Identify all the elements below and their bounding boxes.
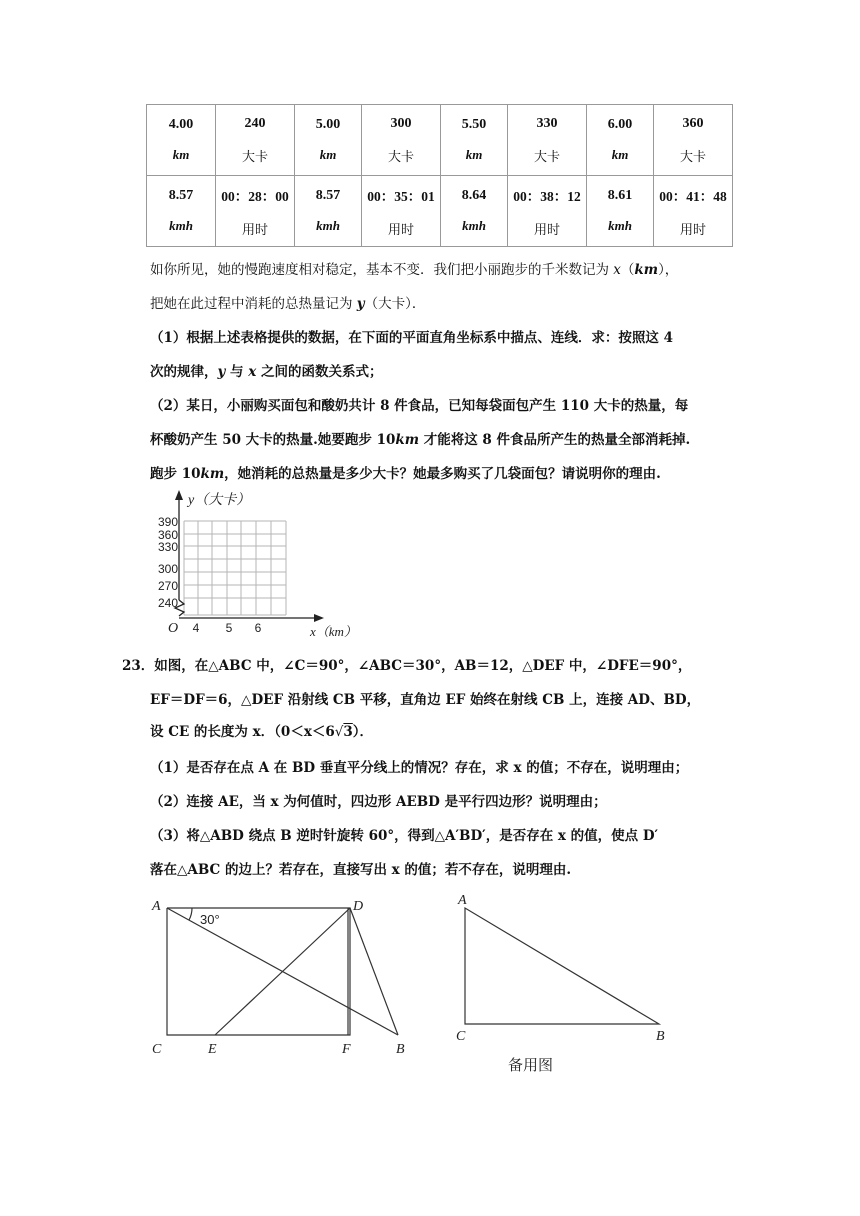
origin-label: O [168,621,179,636]
q23-line1: 23．如图，在△ABC 中，∠C＝90°，∠ABC＝30°，AB＝12，△DEF 中，∠DFE＝90°， [122,658,692,674]
q22-paragraph-line1: 如你所见，她的慢跑速度相对稳定，基本不变．我们把小丽跑步的千米数记为 x（km）， [150,262,679,278]
sqrt-symbol: √ [334,724,344,740]
table-cell: 240 大卡 [216,105,295,176]
point-label-e: E [208,1042,217,1057]
table-cell: 300 大卡 [362,105,441,176]
table-cell: 8.57 kmh [147,176,216,247]
point-label-f: F [342,1042,351,1057]
table-cell: 00：35：01 用时 [362,176,441,247]
table-cell: 8.61 kmh [587,176,654,247]
q23-subquestion-1: （1）是否存在点 A 在 BD 垂直平分线上的情况？存在，求 x 的值；不存在，说明理由； [150,760,689,776]
point-label-c: C [456,1029,466,1044]
point-label-a: A [152,899,161,914]
y-axis-label: y（大卡） [188,493,251,508]
segment-db [350,908,398,1035]
x-tick-label: 6 [254,621,262,635]
q23-line2: EF＝DF＝6，△DEF 沿射线 CB 平移，直角边 EF 始终在射线 CB 上，连接 AD、BD， [150,692,701,708]
segment-de [215,908,350,1035]
x-axis-label: x（km） [310,624,357,639]
q22-paragraph-line2: 把她在此过程中消耗的总热量记为 y（大卡）． [150,296,426,312]
y-tick-label: 360 [157,528,178,542]
q22-subquestion-2-line3: 跑步 10km，她消耗的总热量是多少大卡？她最多购买了几袋面包？请说明你的理由. [150,466,661,482]
q23-subquestion-3-line2: 落在△ABC 的边上？若存在，直接写出 x 的值；若不存在，说明理由. [150,862,572,878]
x-tick-label: 4 [192,621,200,635]
figure-main [140,888,430,1060]
table-cell: 330 大卡 [508,105,587,176]
table-cell: 5.50 km [441,105,508,176]
table-cell: 4.00 km [147,105,216,176]
rectangle-outline [167,908,350,1035]
table-cell: 8.57 kmh [295,176,362,247]
table-cell: 00：38：12 用时 [508,176,587,247]
table-cell: 00：28：00 用时 [216,176,295,247]
x-axis-arrow-icon [314,614,324,622]
q22-subquestion-1-line1: （1）根据上述表格提供的数据，在下面的平面直角坐标系中描点、连线．求：按照这 4 [150,330,673,346]
triangle-abc [465,908,659,1024]
q23-subquestion-2: （2）连接 AE，当 x 为何值时，四边形 AEBD 是平行四边形？说明理由； [150,794,607,810]
table-cell: 6.00 km [587,105,654,176]
table-cell: 5.00 km [295,105,362,176]
table-cell: 360 大卡 [654,105,733,176]
q23-line3: 设 CE 的长度为 x．（0＜x＜6√3）． [150,724,374,740]
figure-caption: 备用图 [508,1056,554,1074]
table-row [147,105,733,176]
q22-subquestion-2-line1: （2）某日，小丽购买面包和酸奶共计 8 件食品，已知每袋面包产生 110 大卡的热量，每 [150,398,689,414]
question-number: 23． [122,658,155,674]
table-cell: 00：41：48 用时 [654,176,733,247]
point-label-b: B [656,1029,665,1044]
table-row [147,176,733,247]
grid-lines [184,521,286,615]
point-label-b: B [396,1042,405,1057]
coordinate-grid [140,488,360,644]
axes [175,494,320,618]
y-tick-label: 300 [157,562,178,576]
y-tick-label: 270 [157,579,178,593]
q22-subquestion-2-line2: 杯酸奶产生 50 大卡的热量.她要跑步 10km 才能将这 8 件食品所产生的热量全部消耗掉. [150,432,691,448]
figure-spare [448,888,678,1078]
running-data-table [146,104,733,247]
y-tick-label: 330 [157,540,178,554]
point-label-a: A [458,893,467,908]
point-label-c: C [152,1042,162,1057]
angle-arc [189,908,192,920]
y-axis-arrow-icon [175,490,183,500]
y-tick-label: 240 [157,596,178,610]
point-label-d: D [353,899,364,914]
angle-label: 30° [200,912,220,927]
q22-subquestion-1-line2: 次的规律，y 与 x 之间的函数关系式； [150,364,383,380]
table-cell: 8.64 kmh [441,176,508,247]
q23-subquestion-3-line1: （3）将△ABD 绕点 B 逆时针旋转 60°，得到△A′BD′，是否存在 x 的值，使点 D′ [150,828,659,844]
x-tick-label: 5 [225,621,233,635]
y-tick-label: 390 [157,515,178,529]
